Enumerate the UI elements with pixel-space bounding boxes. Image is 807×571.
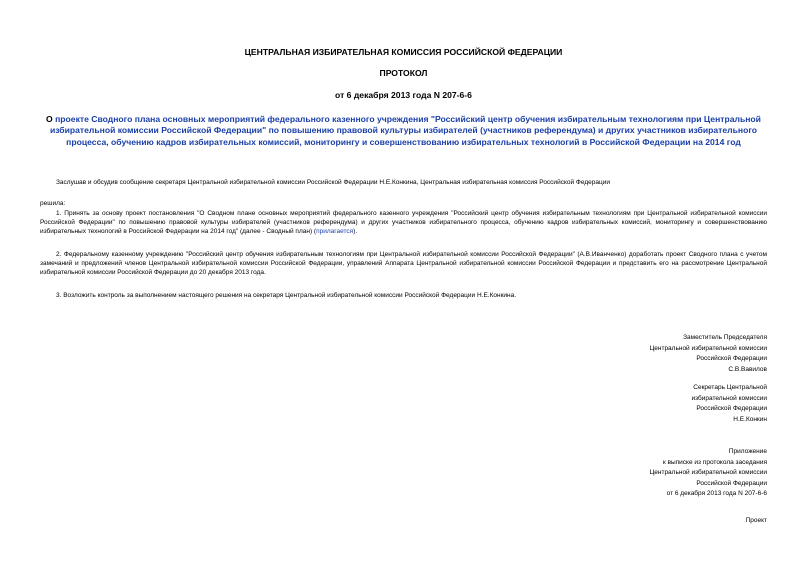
document-type: ПРОТОКОЛ: [379, 68, 428, 78]
sig-line: Российской Федерации: [696, 405, 767, 412]
sig-line: Секретарь Центральной: [693, 384, 767, 391]
attached-link[interactable]: прилагается: [316, 228, 354, 236]
appendix-line: от 6 декабря 2013 года N 207-6-6: [666, 490, 767, 497]
draft-label: [547, 516, 767, 527]
sig-line: Центральной избирательной комиссии: [649, 344, 767, 352]
title-link[interactable]: проекте Сводного плана основных мероприятий федерального казенного учреждения "Российский центр обучения избирательным технологиям при Центральной избирательной комиссии Российской Федерации" по повышению правовой культуры избирателей (участников референдума) и других участников избирательного процесса, обучению кадров избирательных комиссий, мониторингу и совершенствованию избирательных технологий в Российской Федерации на 2014 год: [49, 114, 761, 147]
item-2: 2. Федеральному казенному учреждению "Российский центр обучения избирательным технологиям при Центральной избирательной комиссии Российской Федерации" (А.В.Иванченко) доработать проект Сводного плана с учетом замечаний и предложений членов Центральной избирательной комиссии Российской Федерации, управлений Аппарата Центральной избирательной комиссии Российской Федерации и представить его на рассмотрение Центральной избирательной комиссии Российской Федерации до 20 декабря 2013 года.: [40, 251, 767, 277]
sig-line: избирательной комиссии: [691, 394, 767, 402]
item-3: 3. Возложить контроль за выполнением настоящего решения на секретаря Центральной избирательной комиссии Российской Федерации Н.Е.Конкина.: [56, 292, 517, 299]
appendix-line: Приложение: [728, 448, 767, 455]
secretary-signature: [547, 383, 767, 425]
appendix-line: Центральной избирательной комиссии: [649, 469, 767, 476]
appendix-block: [547, 447, 767, 500]
appendix-line: к выписке из протокола заседания: [662, 458, 767, 466]
appendix-line: Российской Федерации: [696, 479, 767, 487]
org-heading: ЦЕНТРАЛЬНАЯ ИЗБИРАТЕЛЬНАЯ КОМИССИЯ РОССИЙСКОЙ ФЕДЕРАЦИИ: [244, 47, 563, 57]
draft-text: Проект: [745, 517, 767, 524]
item-1-end: ).: [353, 228, 358, 236]
sig-line: Заместитель Председателя: [683, 334, 767, 341]
decided-label: решила:: [40, 200, 66, 207]
sig-line: Российской Федерации: [696, 355, 767, 362]
deputy-signature: [547, 333, 767, 375]
document-title: [40, 114, 767, 148]
date-number: от 6 декабря 2013 года N 207-6-6: [335, 90, 472, 100]
title-prefix: О: [46, 114, 56, 124]
item-1: [40, 209, 767, 237]
item-1-text: 1. Принять за основу проект постановления "О Сводном плане основных мероприятий федерального казенного учреждения "Российский центр обучения избирательным технологиям при Центральной избирательной комиссии Российской Федерации" по повышению правовой культуры избирателей (участников референдума) и других участников избирательного процесса, обучению кадров избирательных комиссий, мониторингу и совершенствованию избирательных технологий в Российской Федерации на 2014 год" (далее - Сводный план) (: [40, 210, 767, 236]
intro-paragraph: Заслушав и обсудив сообщение секретаря Центральной избирательной комиссии Российской Федерации Н.Е.Конкина, Центральная избирательная комиссия Российской Федерации: [56, 179, 610, 186]
sig-line: С.В.Вавилов: [728, 365, 767, 373]
sig-line: Н.Е.Конкин: [733, 415, 767, 423]
